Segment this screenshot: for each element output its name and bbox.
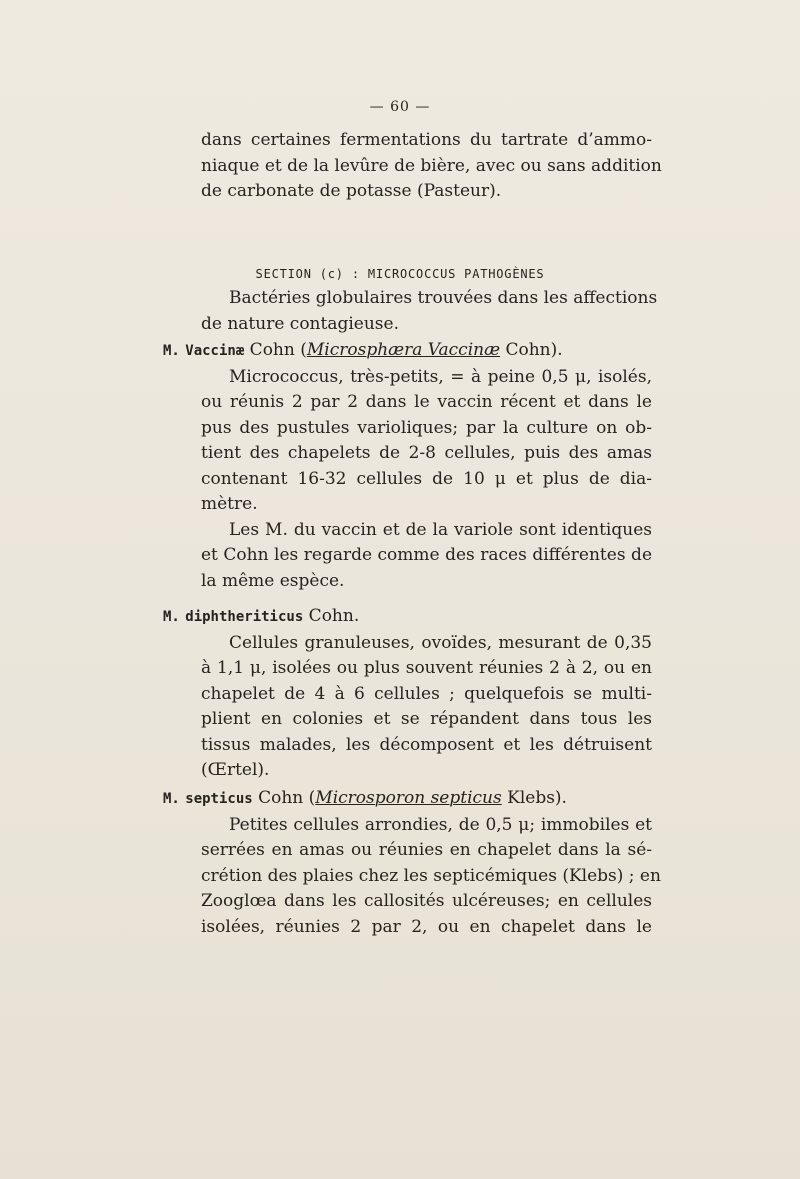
text-line: pus des pustules varioliques; par la culture on ob-: [201, 417, 652, 438]
text-line: de nature contagieuse.: [201, 313, 399, 334]
text-line: et Cohn les regarde comme des races différentes de: [201, 545, 652, 565]
text-line: (Œrtel).: [201, 760, 270, 780]
entry-heading: [163, 604, 614, 631]
entry-heading: [163, 786, 614, 813]
text-line: Bactéries globulaires trouvées dans les affections: [229, 288, 658, 308]
text-line: crétion des plaies chez les septicémiques (Klebs) ; en: [201, 865, 661, 886]
entry-author: Cohn (: [244, 340, 307, 360]
section-intro-paragraph: [201, 286, 658, 337]
entry-species: septicus: [185, 791, 253, 807]
text-line: Micrococcus, très-petits, = à peine 0,5 μ, isolés,: [229, 366, 652, 387]
entry-genus: M.: [163, 343, 180, 359]
text-line: Petites cellules arrondies, de 0,5 μ; immobiles et: [229, 814, 652, 835]
text-line: la même espèce.: [201, 570, 345, 591]
text-line: ou réunis 2 par 2 dans le vaccin récent et dans le: [201, 392, 652, 412]
entry-diphtheriticus: [163, 604, 652, 784]
entry-genus: M.: [163, 609, 180, 625]
text-line: tient des chapelets de 2-8 cellules, puis des amas: [201, 443, 652, 463]
intro-paragraph: [201, 128, 662, 205]
text-line: isolées, réunies 2 par 2, ou en chapelet dans le: [201, 916, 652, 937]
entry-author: Cohn (: [252, 788, 316, 808]
text-line: de carbonate de potasse (Pasteur).: [201, 181, 502, 201]
text-line: chapelet de 4 à 6 cellules ; quelquefois se multi-: [201, 683, 652, 704]
entry-synonym: Microsporon septicus: [315, 788, 502, 808]
entry-species: Vaccinæ: [185, 343, 245, 359]
entry-author: Cohn.: [303, 606, 360, 626]
entry-author-after: Klebs).: [501, 788, 567, 808]
page-number: — 60 —: [369, 99, 431, 115]
text-line: contenant 16-32 cellules de 10 μ et plus de dia-: [201, 468, 652, 489]
entry-vaccinae: [163, 338, 652, 594]
text-line: plient en colonies et se répandent dans tous les: [201, 709, 652, 729]
section-heading: SECTION (c) : MICROCOCCUS PATHOGÈNES: [255, 267, 545, 281]
text-line: serrées en amas ou réunies en chapelet dans la sé-: [201, 840, 652, 860]
text-line: Les M. du vaccin et de la variole sont identiques: [229, 519, 652, 540]
text-line: Cellules granuleuses, ovoïdes, mesurant de 0,35: [229, 632, 652, 653]
text-line: niaque et de la levûre de bière, avec ou sans addition: [201, 155, 662, 176]
entry-author-after: Cohn).: [500, 340, 563, 360]
text-line: tissus malades, les décomposent et les détruisent: [201, 734, 652, 755]
entry-septicus: [163, 786, 661, 940]
entry-synonym: Microsphæra Vaccinæ: [306, 340, 501, 360]
text-line: mètre.: [201, 494, 258, 514]
entry-heading: [163, 338, 614, 365]
text-line: Zooglœa dans les callosités ulcéreuses; en cellules: [201, 891, 652, 911]
text-line: dans certaines fermentations du tartrate d’ammo-: [201, 130, 652, 150]
text-line: à 1,1 μ, isolées ou plus souvent réunies 2 à 2, ou en: [201, 658, 652, 678]
entry-genus: M.: [163, 791, 180, 807]
entry-species: diphtheriticus: [185, 609, 304, 625]
